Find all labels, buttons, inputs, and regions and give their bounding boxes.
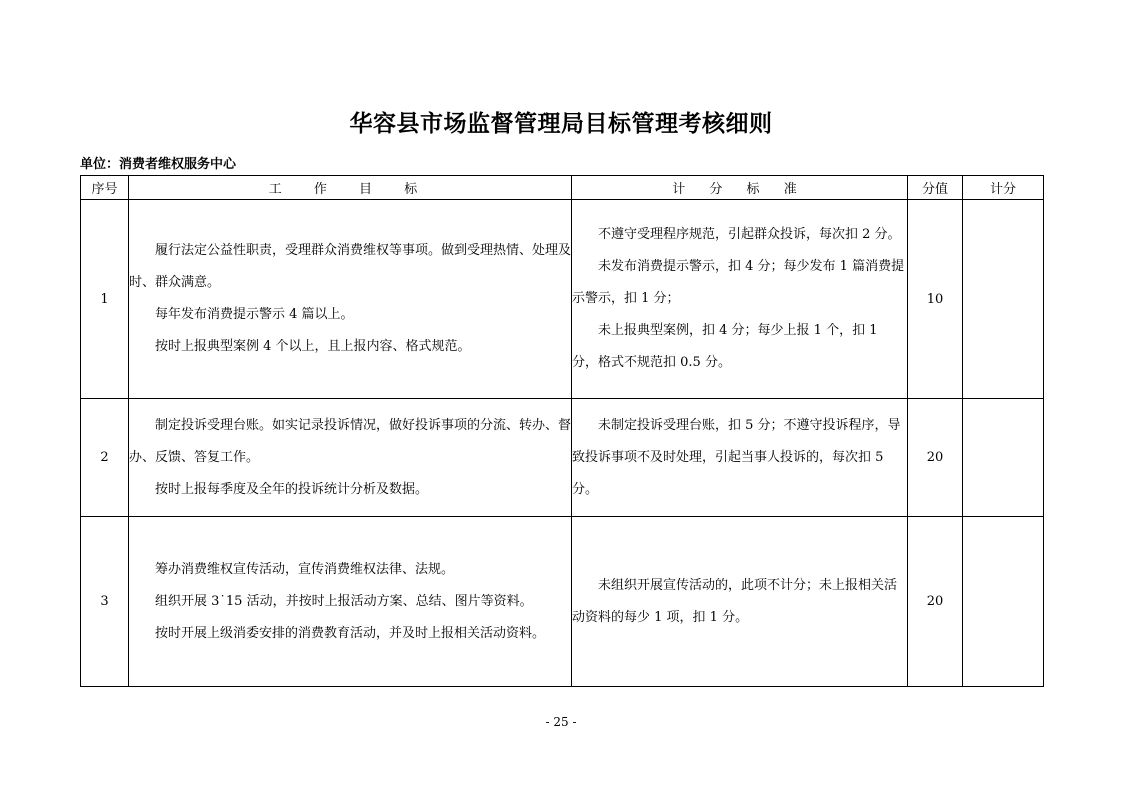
table-row: [81, 399, 1044, 517]
header-points: 分值: [908, 176, 963, 200]
row-points: 20: [908, 517, 963, 687]
goal-paragraph: 按时开展上级消委安排的消费教育活动，并及时上报相关活动资料。: [155, 625, 546, 641]
row-goal: [129, 399, 572, 517]
assessment-table: [80, 175, 1044, 687]
row-score: [963, 399, 1044, 517]
goal-paragraph: 制定投诉受理台账。如实记录投诉情况，做好投诉事项的分流、转办、督办、反馈、答复工作。: [129, 417, 572, 465]
row-criteria: [572, 517, 908, 687]
row-goal: [129, 200, 572, 399]
goal-paragraph: 每年发布消费提示警示 4 篇以上。: [155, 307, 354, 322]
row-score: [963, 200, 1044, 399]
row-points: 10: [908, 200, 963, 399]
unit-line: 单位：消费者维权服务中心: [80, 157, 237, 172]
header-score: 计分: [963, 176, 1044, 200]
table-row: [81, 517, 1044, 687]
header-criteria: 计 分 标 准: [572, 176, 908, 200]
criteria-paragraph: 未发布消费提示警示，扣 4 分；每少发布 1 篇消费提示警示，扣 1 分；: [572, 259, 905, 306]
page-number: - 25 -: [545, 715, 577, 729]
table-row: [81, 200, 1044, 399]
criteria-paragraph: 未上报典型案例，扣 4 分；每少上报 1 个，扣 1 分，格式不规范扣 0.5 分。: [572, 323, 878, 370]
goal-paragraph: 筹办消费维权宣传活动，宣传消费维权法律、法规。: [155, 561, 455, 577]
row-goal: [129, 517, 572, 687]
header-seq: 序号: [81, 176, 129, 200]
row-points: 20: [908, 399, 963, 517]
goal-paragraph: 按时上报每季度及全年的投诉统计分析及数据。: [155, 481, 429, 497]
criteria-paragraph: 未组织开展宣传活动的，此项不计分；未上报相关活动资料的每少 1 项，扣 1 分。: [572, 577, 898, 625]
criteria-paragraph: 不遵守受理程序规范，引起群众投诉，每次扣 2 分。: [598, 227, 901, 242]
row-score: [963, 517, 1044, 687]
criteria-paragraph: 未制定投诉受理台账，扣 5 分；不遵守投诉程序，导致投诉事项不及时处理，引起当事人投诉的，每次扣 5 分。: [572, 417, 901, 497]
table-header-row: [81, 176, 1044, 200]
row-seq: 2: [81, 399, 129, 517]
row-seq: 1: [81, 200, 129, 399]
goal-paragraph: 履行法定公益性职责，受理群众消费维权等事项。做到受理热情、处理及时、群众满意。: [129, 243, 572, 290]
row-seq: 3: [81, 517, 129, 687]
goal-paragraph: 按时上报典型案例 4 个以上，且上报内容、格式规范。: [155, 339, 471, 354]
header-goal: 工 作 目 标: [129, 176, 572, 200]
row-criteria: [572, 399, 908, 517]
document-title: 华容县市场监督管理局目标管理考核细则: [349, 111, 773, 137]
goal-paragraph: 组织开展 3˙15 活动，并按时上报活动方案、总结、图片等资料。: [155, 593, 533, 609]
row-criteria: [572, 200, 908, 399]
